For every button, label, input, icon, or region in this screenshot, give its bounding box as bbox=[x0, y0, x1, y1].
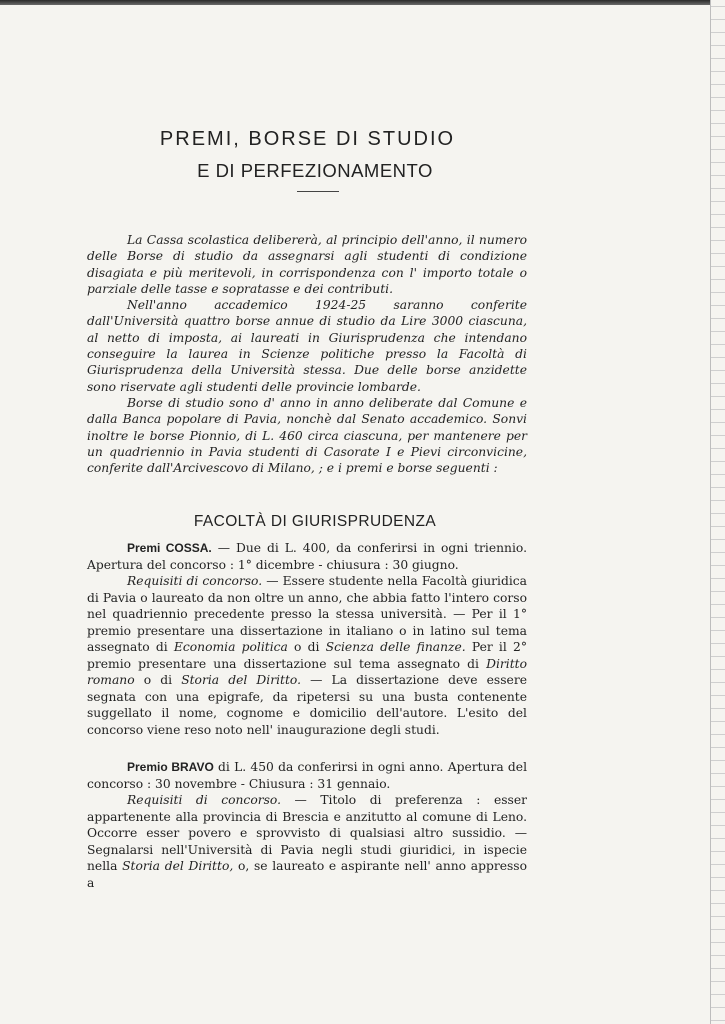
page-title-line-2: E DI PERFEZIONAMENTO bbox=[197, 160, 433, 181]
title-divider bbox=[297, 191, 339, 192]
bravo-text: di L. 450 da conferirsi in ogni anno. Apertura del concorso : 30 novembre - Chiusura : 31 gennaio. bbox=[87, 760, 527, 791]
cossa-req-a: — Essere studente nella Facoltà giuridica di Pavia o laureato da non oltre un anno, che abbia fatto l'intero corso nel quadriennio precedente presso la stessa università. — Per il 1° premio presentare una dissertazione in italiano o in latino sul tema assegnato di bbox=[87, 574, 528, 654]
cossa-intro bbox=[87, 540, 527, 573]
bravo-lead: Premio BRAVO bbox=[127, 760, 214, 774]
bravo-subject-1: Storia del Diritto, bbox=[122, 859, 234, 873]
bravo-req-a: — Titolo di preferenza : esser appartenente alla provincia di Brescia e anzitutto al comune di Leno. Occorre esser povero e sprovvisto di qualsiasi altro sussidio. — Segnalarsi nell'Università di Pavia negli studi giuridici, in ispecie nella bbox=[87, 793, 527, 873]
page-top-edge bbox=[0, 0, 725, 5]
cossa-subject-1: Economia politica bbox=[173, 640, 288, 654]
bravo-req-label: Requisiti di concorso. bbox=[127, 793, 282, 807]
cossa-req-e: — La dissertazione deve essere segnata con una epigrafe, da ripetersi su una busta contenente suggellato il nome, cognome e domicilio dell'autore. L'esito del concorso viene reso noto nell' inaugurazione degli studi. bbox=[87, 673, 527, 737]
cossa-subject-3: Diritto romano bbox=[87, 656, 527, 687]
cossa-subject-4: Storia del Diritto. bbox=[181, 673, 302, 687]
cossa-requirements bbox=[87, 573, 527, 738]
section-heading: FACOLTÀ DI GIURISPRUDENZA bbox=[193, 513, 437, 530]
intro-text bbox=[87, 232, 527, 476]
cossa-req-b: o di bbox=[287, 640, 326, 654]
page-title-line-1: PREMI, BORSE DI STUDIO bbox=[159, 128, 456, 150]
cossa-text: — Due di L. 400, da conferirsi in ogni triennio. Apertura del concorso : 1° dicembre - chiusura : 30 giugno. bbox=[87, 541, 527, 572]
cossa-prize-entry bbox=[87, 540, 527, 738]
cossa-lead: Premi COSSA. bbox=[127, 541, 212, 555]
cossa-req-d: o di bbox=[134, 673, 182, 687]
page-binding-edge bbox=[710, 0, 725, 1024]
bravo-prize-entry bbox=[87, 759, 527, 891]
bravo-requirements bbox=[87, 792, 527, 891]
intro-paragraph-1: La Cassa scolastica delibererà, al principio dell'anno, il numero delle Borse di studio da assegnarsi agli studenti di condizione disagiata e più meritevoli, in corrispondenza con l' importo totale o parziale delle tasse e sopratasse e dei contributi. bbox=[87, 233, 527, 296]
bravo-intro bbox=[87, 759, 527, 792]
cossa-req-label: Requisiti di concorso. bbox=[127, 574, 263, 588]
intro-paragraph-2: Nell'anno accademico 1924-25 saranno conferite dall'Università quattro borse annue di studio da Lire 3000 ciascuna, al netto di imposta, ai laureati in Giurisprudenza che intendano conseguire la laurea in Scienze politiche presso la Facoltà di Giurisprudenza della Università stessa. Due delle borse anzidette sono riservate agli studenti delle provincie lombarde. bbox=[87, 298, 527, 394]
cossa-subject-2: Scienza delle finanze. bbox=[325, 640, 466, 654]
intro-paragraph-3: Borse di studio sono d' anno in anno deliberate dal Comune e dalla Banca popolare di Pavia, nonchè dal Senato accademico. Sonvi inoltre le borse Pionnio, di L. 460 circa ciascuna, per mantenere per un quadriennio in Pavia studenti di Casorate I e Pievi circonvicine, conferite dall'Arcivescovo di Milano, ; e i premi e borse seguenti : bbox=[87, 395, 527, 476]
cossa-req-c: Per il 2° premio presentare una dissertazione sul tema assegnato di bbox=[87, 640, 527, 671]
bravo-req-b: o, se laureato e aspirante nell' anno appresso a bbox=[87, 859, 528, 890]
